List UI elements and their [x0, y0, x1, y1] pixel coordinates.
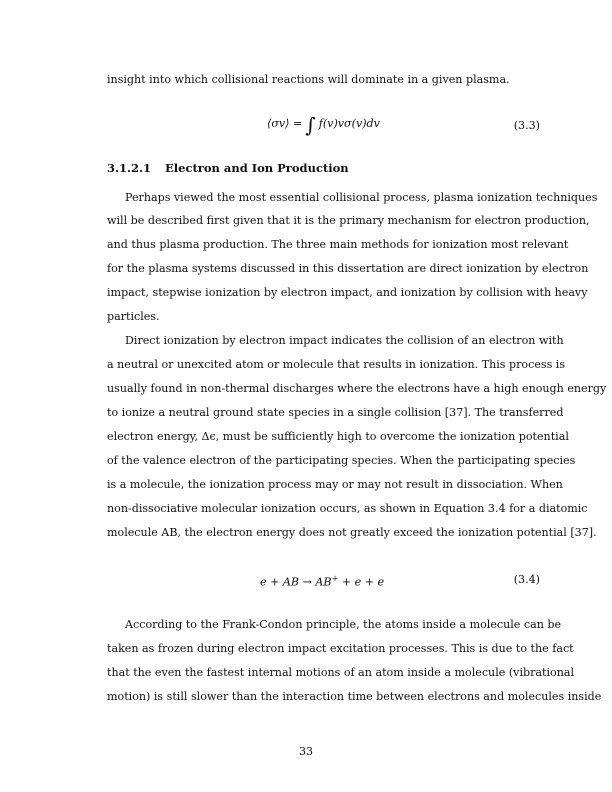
- paragraph-line: taken as frozen during electron impact excitation processes. This is due to the fact: [107, 642, 574, 655]
- equation-3-3: [267, 113, 380, 137]
- equation-number: (3.4): [513, 573, 540, 586]
- paragraph-line: Perhaps viewed the most essential collisional process, plasma ionization techniques: [125, 191, 598, 204]
- paragraph-line: Direct ionization by electron impact indicates the collision of an electron with: [125, 334, 564, 347]
- paragraph-line: a neutral or unexcited atom or molecule that results in ionization. This process is: [107, 358, 566, 371]
- paragraph-line: non-dissociative molecular ionization occurs, as shown in Equation 3.4 for a diatomic: [107, 502, 588, 515]
- equation-rhs: + e + e: [338, 575, 385, 589]
- paragraph-line: usually found in non-thermal discharges where the electrons have a high enough energy: [107, 382, 607, 395]
- paragraph-line: molecule AB, the electron energy does not greatly exceed the ionization potential [37].: [107, 526, 597, 539]
- paragraph-line: of the valence electron of the participating species. When the participating species: [107, 454, 576, 467]
- section-number: 3.1.2.1: [107, 161, 152, 175]
- paragraph-line: to ionize a neutral ground state species in a single collision [37]. The transferred: [107, 406, 564, 419]
- section-heading: [107, 161, 349, 175]
- equation-3-4: [260, 572, 384, 590]
- equation-number: (3.3): [513, 119, 540, 132]
- equation-rhs: f(v)vσ(v)dv: [318, 117, 380, 130]
- equation-lhs: e + AB → AB: [260, 575, 332, 589]
- paragraph-line: and thus plasma production. The three main methods for ionization most relevant: [107, 238, 569, 251]
- equation-lhs: ⟨σv⟩ =: [267, 117, 303, 130]
- paragraph-line: that the even the fastest internal motions of an atom inside a molecule (vibrational: [107, 666, 574, 679]
- paragraph-line: particles.: [107, 310, 160, 323]
- integral-symbol: ∫: [305, 113, 316, 137]
- paragraph-line: for the plasma systems discussed in this dissertation are direct ionization by electron: [107, 262, 589, 275]
- paragraph-line: motion) is still slower than the interaction time between electrons and molecules inside: [107, 690, 602, 703]
- paragraph-line: According to the Frank-Condon principle, the atoms inside a molecule can be: [125, 618, 562, 631]
- paragraph-line: is a molecule, the ionization process may or may not result in dissociation. When: [107, 478, 563, 491]
- page-number: 33: [298, 745, 314, 758]
- intro-line: insight into which collisional reactions will dominate in a given plasma.: [107, 73, 510, 86]
- section-title: Electron and Ion Production: [165, 161, 349, 175]
- paragraph-line: impact, stepwise ionization by electron impact, and ionization by collision with heavy: [107, 286, 588, 299]
- paragraph-line: will be described first given that it is the primary mechanism for electron production,: [107, 214, 590, 227]
- equation-superscript: +: [331, 574, 339, 583]
- paragraph-line: electron energy, Δϵ, must be sufficiently high to overcome the ionization potential: [107, 430, 569, 443]
